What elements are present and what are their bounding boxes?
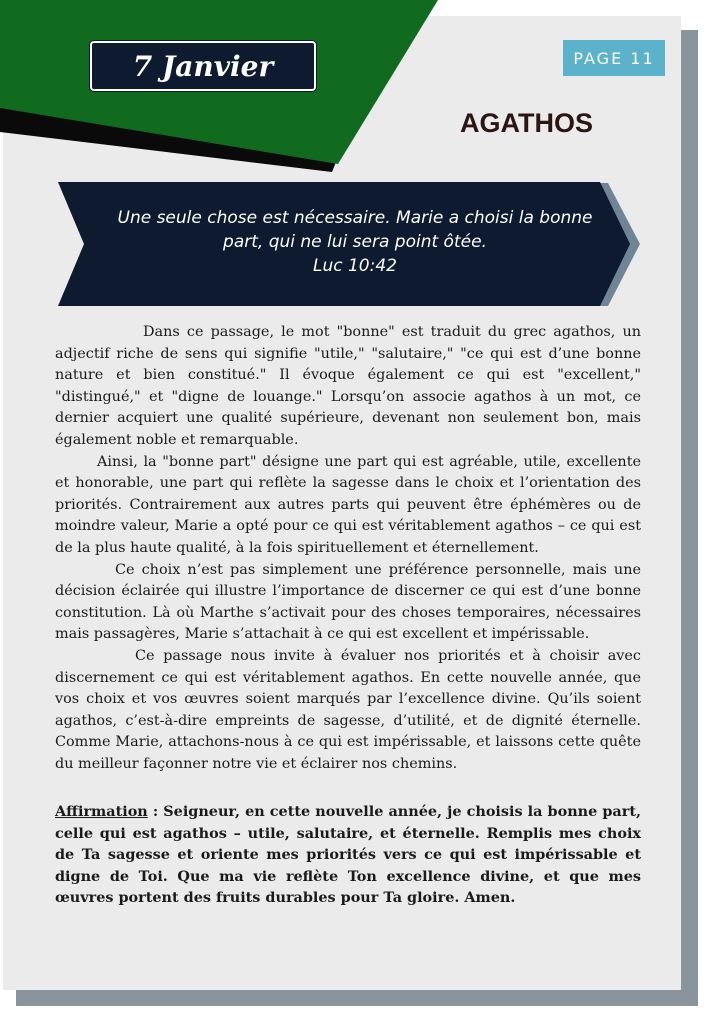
affirmation-block: [55, 801, 641, 909]
verse-line-2: part, qui ne lui sera point ôtée.: [223, 232, 487, 252]
body-paragraph-2: Ainsi, la "bonne part" désigne une part qui est agréable, utile, excellente et honorable, une part qui reflète la sagesse dans le choix et l’orientation des priorités. Contrairement aux autres parts qui peuvent être éphémères ou de moindre valeur, Marie a opté pour ce qui est véritablement agathos – ce qui est de la plus haute qualité, à la fois spirituellement et éternellement.: [55, 453, 641, 556]
body-paragraph-4: Ce passage nous invite à évaluer nos priorités et à choisir avec discernement ce qui est véritablement agathos. En cette nouvelle année, que vos choix et vos œuvres soient marqués par l’excellence divine. Qu’ils soient agathos, c’est-à-dire empreints de sagesse, d’utilité, et de dignité éternelle. Comme Marie, attachons-nous à ce qui est impérissable, et laissons cette quête du meilleur façonner notre vie et éclairer nos chemins.: [55, 647, 641, 772]
date-label: 7 Janvier: [90, 41, 316, 91]
body-text: [55, 322, 641, 775]
body-paragraph-3: Ce choix n’est pas simplement une préférence personnelle, mais une décision éclairée qui illustre l’importance de discerner ce qui est d’une bonne constitution. Là où Marthe s’activait pour des choses temporaires, nécessaires mais passagères, Marie s’attachait à ce qui est excellent et impérissable.: [55, 561, 641, 643]
affirmation-text: : Seigneur, en cette nouvelle année, je choisis la bonne part, celle qui est agathos – utile, salutaire, et éternelle. Remplis mes choix de Ta sagesse et oriente mes priorités vers ce qui est impérissable et digne de Toi. Que ma vie reflète Ton excellence divine, et que mes œuvres portent des fruits durables pour Ta gloire. Amen.: [55, 803, 641, 907]
verse-line-1: Une seule chose est nécessaire. Marie a choisi la bonne: [117, 208, 593, 228]
page-title: AGATHOS: [460, 108, 593, 138]
affirmation-label: Affirmation: [55, 803, 148, 820]
page-number-badge: PAGE 11: [563, 40, 665, 76]
verse-text: [105, 206, 605, 278]
verse-reference: Luc 10:42: [313, 256, 397, 276]
body-paragraph-1: Dans ce passage, le mot "bonne" est traduit du grec agathos, un adjectif riche de sens qui signifie "utile," "salutaire," "ce qui est d’une bonne nature et bien constitué." Il évoque également ce qui est "excellent," "distingué," et "digne de louange." Lorsqu’on associe agathos à un mot, ce dernier acquiert une qualité supérieure, devenant non seulement bon, mais également noble et remarquable.: [55, 324, 641, 448]
